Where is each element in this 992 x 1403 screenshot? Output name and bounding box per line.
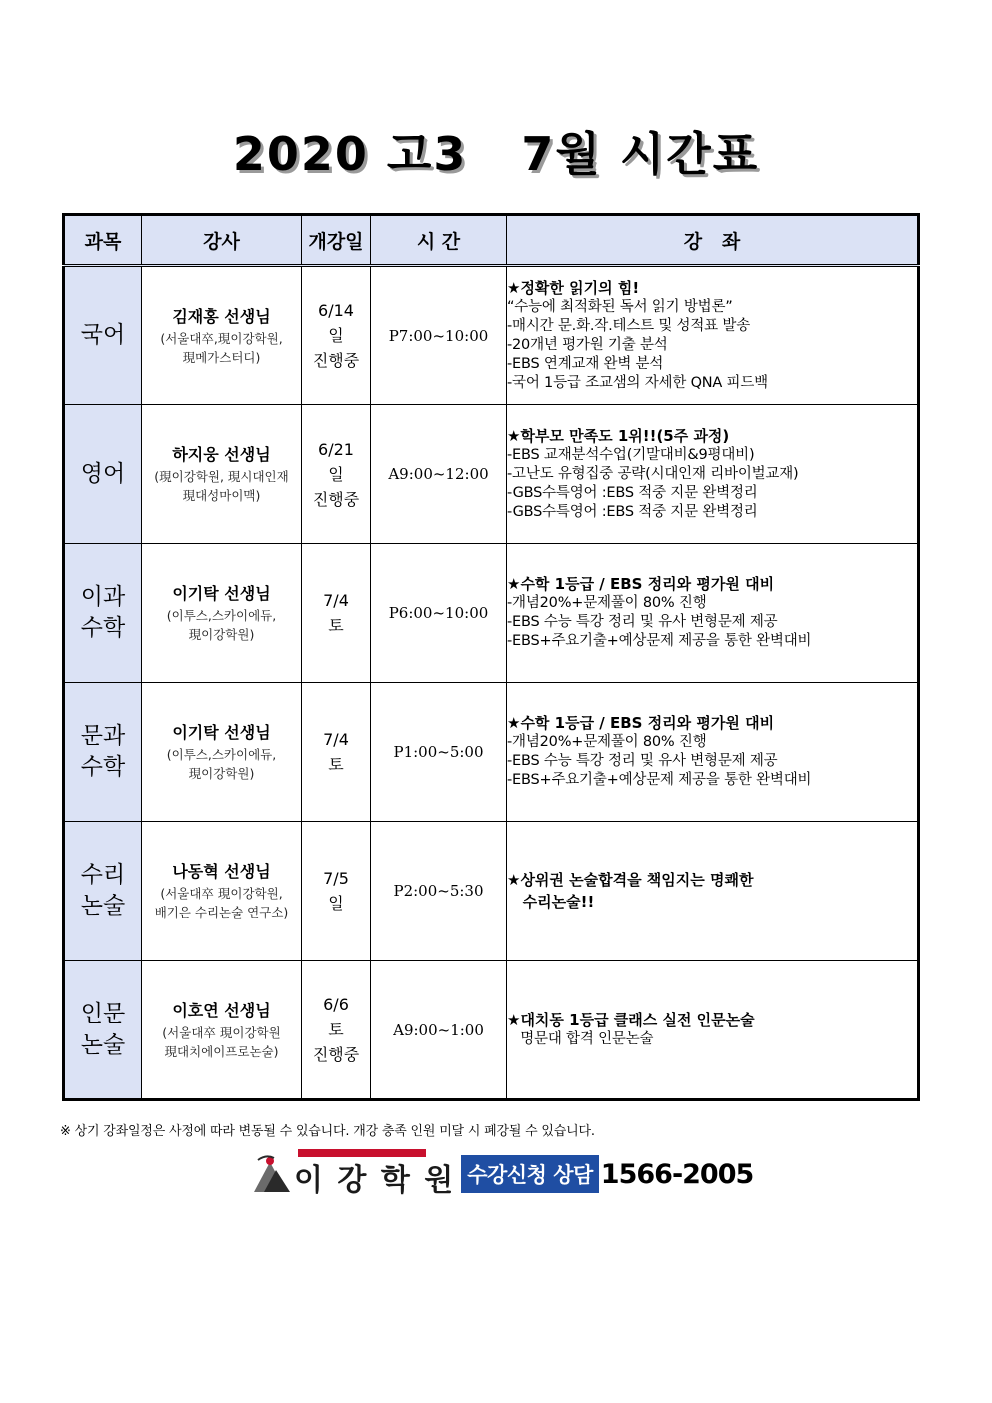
subject-cell xyxy=(64,544,142,683)
table-row xyxy=(64,822,919,961)
header-start-date: 개강일 xyxy=(302,215,371,266)
time-cell: A9:00~12:00 xyxy=(371,405,507,544)
subject-label: 논술 xyxy=(80,1031,126,1058)
start-date: 7/4 xyxy=(323,591,349,610)
course-headline: ★상위권 논술합격을 책임지는 명쾌한 수리논술!! xyxy=(507,871,754,911)
start-day: 토 xyxy=(328,1020,344,1039)
header-time: 시 간 xyxy=(371,215,507,266)
course-headline: ★수학 1등급 / EBS 정리와 평가원 대비 xyxy=(507,575,775,593)
course-detail: -EBS 교재분석수업(기말대비&9평대비) xyxy=(507,446,755,463)
time-cell: P1:00~5:00 xyxy=(371,683,507,822)
start-status: 진행중 xyxy=(312,1045,360,1064)
subject-cell xyxy=(64,961,142,1100)
course-headline: ★학부모 만족도 1위!!(5주 과정) xyxy=(507,426,730,445)
subject-label: 수학 xyxy=(80,615,126,641)
table-row xyxy=(64,961,919,1100)
academy-name-text: 이 강 학 원 xyxy=(294,1163,456,1198)
teacher-career: 배기은 수리논술 연구소) xyxy=(154,905,289,920)
course-headline: ★정확한 읽기의 힘! xyxy=(507,278,640,297)
course-headline: ★대치동 1등급 클래스 실전 인문논술 xyxy=(507,1010,755,1029)
course-headline: ★수학 1등급 / EBS 정리와 평가원 대비 xyxy=(507,714,775,732)
time-cell: P7:00~10:00 xyxy=(371,266,507,405)
teacher-career: (이투스,스카이에듀, xyxy=(166,608,277,623)
course-detail: 명문대 합격 인문논술 xyxy=(507,1030,654,1047)
logo-slogan-bar xyxy=(298,1149,426,1157)
subject-label: 수학 xyxy=(80,754,126,780)
header-course: 강 좌 xyxy=(507,215,919,266)
teacher-name: 김재홍 선생님 xyxy=(172,306,271,326)
teacher-career: (現이강학원, 現시대인재 xyxy=(154,469,289,484)
table-row xyxy=(64,544,919,683)
teacher-career: (이투스,스카이에듀, xyxy=(166,747,277,762)
consult-cta: 수강신청 상담 xyxy=(461,1155,599,1193)
table-row xyxy=(64,683,919,822)
teacher-career: (서울대卒 現이강학원, xyxy=(160,886,283,901)
page-title: 2020 고3 7월 시간표 xyxy=(232,127,760,181)
time-cell: P6:00~10:00 xyxy=(371,544,507,683)
course-detail: -GBS수특영어 :EBS 적중 지문 완벽정리 xyxy=(507,503,758,520)
start-status: 진행중 xyxy=(312,351,360,370)
start-day: 토 xyxy=(328,616,344,635)
start-day: 일 xyxy=(328,894,344,913)
course-cell xyxy=(507,961,919,1100)
start-date: 6/14 xyxy=(318,301,354,320)
start-day: 일 xyxy=(328,326,344,345)
start-date: 7/4 xyxy=(323,730,349,749)
teacher-cell xyxy=(142,266,302,405)
subject-label: 수리 xyxy=(80,862,126,888)
teacher-career: 現이강학원) xyxy=(188,766,255,781)
course-cell xyxy=(507,405,919,544)
course-detail: -고난도 유형집중 공략(시대인재 리바이벌교재) xyxy=(507,465,799,482)
start-date: 6/6 xyxy=(323,995,349,1014)
teacher-career: (서울대卒,現이강학원, xyxy=(160,330,283,346)
start-date-cell xyxy=(302,405,371,544)
time-cell: P2:00~5:30 xyxy=(371,822,507,961)
subject-label: 이과 xyxy=(80,584,126,610)
teacher-career: 現대치에이프로논술) xyxy=(164,1043,279,1059)
course-detail: -EBS+주요기출+예상문제 제공을 통한 완벽대비 xyxy=(507,772,812,788)
start-day: 일 xyxy=(328,464,344,484)
teacher-cell xyxy=(142,961,302,1100)
subject-cell xyxy=(64,266,142,405)
start-date-cell xyxy=(302,266,371,405)
footnote: ※ 상기 강좌일정은 사정에 따라 변동될 수 있습니다. 개강 충족 인원 미달 시 폐강될 수 있습니다. xyxy=(60,1124,595,1139)
start-date-cell xyxy=(302,961,371,1100)
teacher-cell xyxy=(142,683,302,822)
header-teacher: 강사 xyxy=(142,215,302,266)
course-cell xyxy=(507,822,919,961)
course-detail: -EBS 수능 특강 정리 및 유사 변형문제 제공 xyxy=(507,614,778,630)
course-detail: -개념20%+문제풀이 80% 진행 xyxy=(507,595,707,611)
subject-label: 논술 xyxy=(80,893,126,919)
academy-logo-icon xyxy=(250,1152,294,1196)
teacher-name: 하지웅 선생님 xyxy=(172,445,271,464)
course-cell xyxy=(507,266,919,405)
teacher-name: 이기탁 선생님 xyxy=(172,584,271,603)
subject-cell xyxy=(64,405,142,544)
course-detail: -매시간 문.화.작.테스트 및 성적표 발송 xyxy=(507,317,750,334)
course-cell xyxy=(507,683,919,822)
start-date: 7/5 xyxy=(323,869,349,888)
start-date: 6/21 xyxy=(318,439,354,459)
header-subject: 과목 xyxy=(64,215,142,266)
subject-label: 문과 xyxy=(80,723,126,749)
table-row xyxy=(64,405,919,544)
start-status: 진행중 xyxy=(312,489,360,509)
teacher-career: (서울대卒 現이강학원 xyxy=(162,1024,281,1040)
teacher-name: 이호연 선생님 xyxy=(172,1000,271,1020)
start-day: 토 xyxy=(328,755,344,774)
teacher-career: 現이강학원) xyxy=(188,627,255,642)
teacher-cell xyxy=(142,405,302,544)
subject-label: 영어 xyxy=(80,460,126,487)
subject-cell xyxy=(64,683,142,822)
teacher-cell xyxy=(142,822,302,961)
course-detail: -EBS+주요기출+예상문제 제공을 통한 완벽대비 xyxy=(507,633,812,649)
subject-label: 인문 xyxy=(80,1000,126,1027)
teacher-name: 나동혁 선생님 xyxy=(172,862,271,881)
course-detail: “수능에 최적화된 독서 읽기 방법론” xyxy=(507,298,733,315)
subject-cell xyxy=(64,822,142,961)
course-detail: -GBS수특영어 :EBS 적중 지문 완벽정리 xyxy=(507,484,758,501)
course-detail: -20개년 평가원 기출 분석 xyxy=(507,336,668,353)
subject-label: 국어 xyxy=(80,322,126,348)
teacher-name: 이기탁 선생님 xyxy=(172,723,271,742)
start-date-cell xyxy=(302,683,371,822)
course-detail: -EBS 수능 특강 정리 및 유사 변형문제 제공 xyxy=(507,753,778,769)
academy-footer xyxy=(250,1152,753,1196)
course-detail: -국어 1등급 조교샘의 자세한 QNA 피드백 xyxy=(507,374,768,391)
start-date-cell xyxy=(302,544,371,683)
course-cell xyxy=(507,544,919,683)
table-row xyxy=(64,266,919,405)
teacher-career: 現메가스터디) xyxy=(182,349,261,365)
schedule-table xyxy=(62,213,920,1101)
phone-number: 1566-2005 xyxy=(600,1158,754,1190)
start-date-cell xyxy=(302,822,371,961)
table-header-row xyxy=(64,215,919,266)
teacher-career: 現대성마이맥) xyxy=(182,488,261,503)
time-cell: A9:00~1:00 xyxy=(371,961,507,1100)
course-detail: -개념20%+문제풀이 80% 진행 xyxy=(507,734,707,750)
course-detail: -EBS 연계교재 완벽 분석 xyxy=(507,355,664,372)
teacher-cell xyxy=(142,544,302,683)
academy-name xyxy=(294,1149,455,1199)
